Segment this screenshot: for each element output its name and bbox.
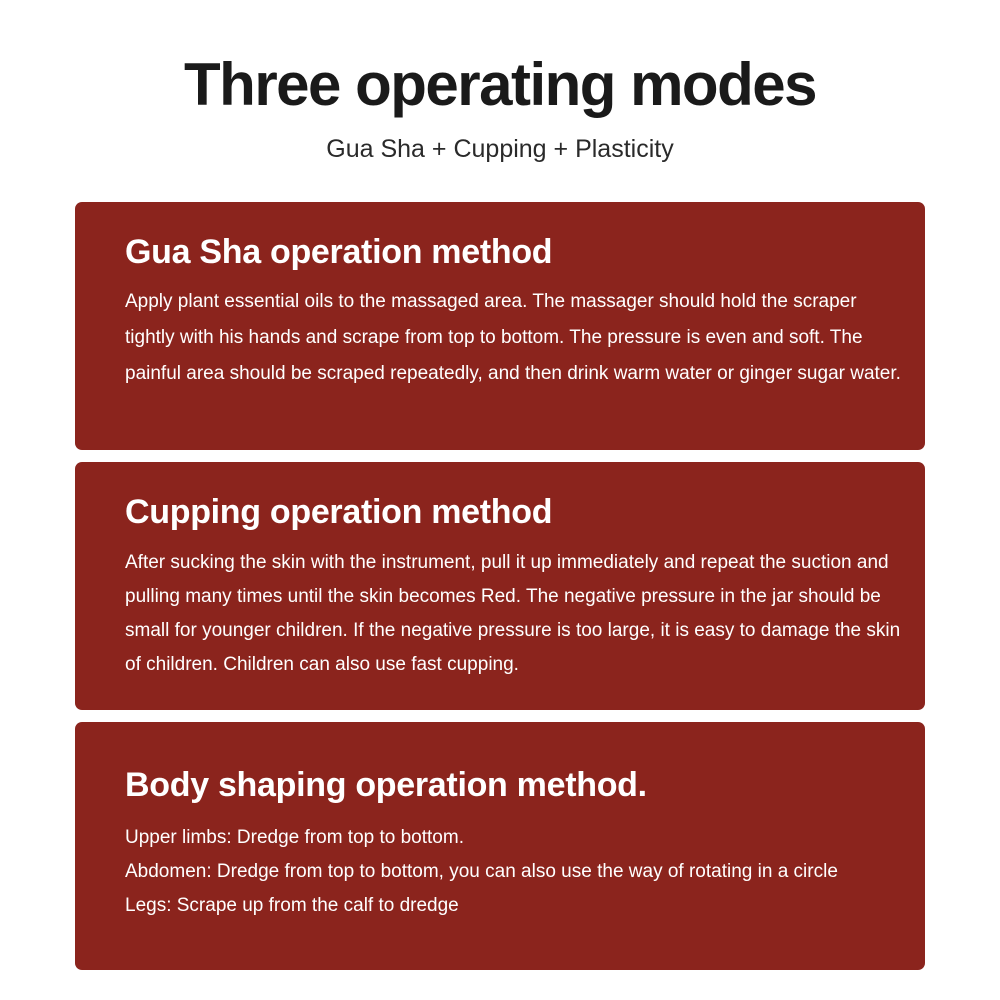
page-title: Three operating modes: [184, 51, 816, 118]
cupping-card: [75, 462, 925, 710]
cupping-heading: Cupping operation method: [125, 493, 553, 531]
cupping-description: After sucking the skin with the instrument, pull it up immediately and repeat the suction and pulling many times until the skin becomes Red. The negative pressure in the jar should be small for younger children. If the negative pressure is too large, it is easy to damage the skin of children. Children can also use fast cupping.: [125, 552, 901, 675]
abdomen-step: Abdomen: Dredge from top to bottom, you can also use the way of rotating in a circle: [125, 861, 838, 882]
legs-step: Legs: Scrape up from the calf to dredge: [125, 895, 459, 916]
body-shaping-card: [75, 722, 925, 970]
gua-sha-description: Apply plant essential oils to the massaged area. The massager should hold the scraper tightly with his hands and scrape from top to bottom. The pressure is even and soft. The painful area should be scraped repeatedly, and then drink warm water or ginger sugar water.: [125, 291, 901, 384]
gua-sha-card: [75, 202, 925, 450]
upper-limbs-step: Upper limbs: Dredge from top to bottom.: [125, 827, 464, 848]
page-subtitle: Gua Sha + Cupping + Plasticity: [326, 135, 674, 163]
body-shaping-heading: Body shaping operation method.: [125, 766, 647, 804]
body-shaping-steps: [125, 821, 911, 923]
gua-sha-heading: Gua Sha operation method: [125, 233, 553, 271]
